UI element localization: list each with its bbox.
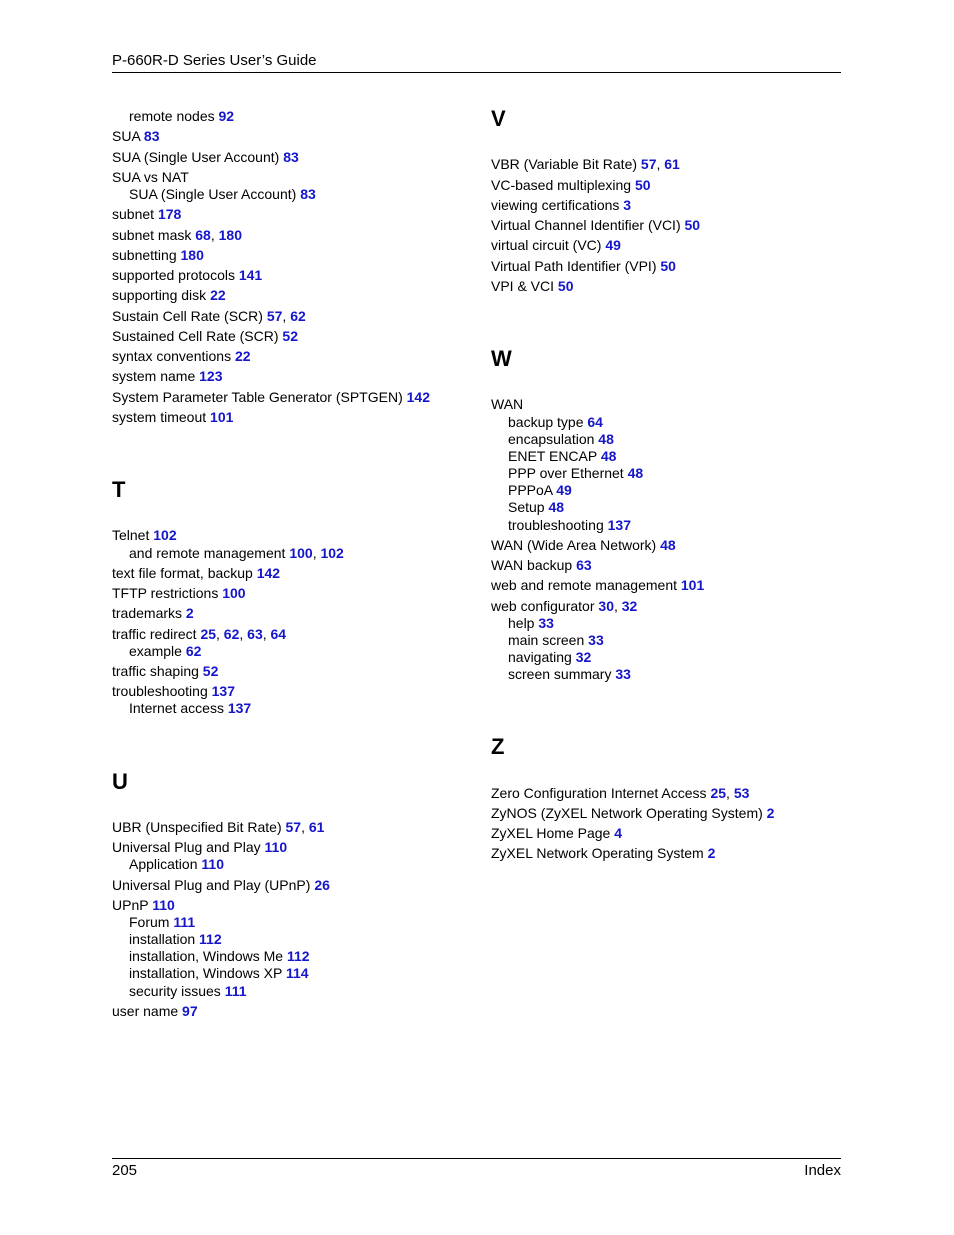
page-link[interactable]: 3 bbox=[623, 197, 632, 213]
index-entry: web configurator 30, 32 bbox=[491, 598, 638, 614]
page-link[interactable]: 52 bbox=[282, 328, 298, 344]
page-link[interactable]: 137 bbox=[227, 700, 252, 716]
page-link[interactable]: 142 bbox=[406, 389, 430, 405]
index-entry bbox=[112, 527, 177, 544]
index-term: SUA (Single User Account) bbox=[129, 186, 297, 202]
index-term: and remote management bbox=[129, 545, 286, 561]
index-term: system name bbox=[112, 368, 196, 384]
index-term: web and remote management bbox=[491, 577, 677, 593]
index-term: SUA bbox=[112, 128, 141, 144]
index-subentry bbox=[112, 856, 224, 873]
index-term: supporting disk bbox=[112, 287, 207, 303]
index-entry bbox=[491, 557, 592, 574]
index-subentry bbox=[112, 948, 310, 965]
page-link[interactable]: 111 bbox=[224, 983, 247, 999]
index-entry bbox=[112, 348, 251, 365]
page-link[interactable]: 26 bbox=[314, 877, 330, 893]
index-subentry bbox=[491, 465, 643, 482]
index-term: PPP over Ethernet bbox=[508, 465, 624, 481]
page-link[interactable]: 110 bbox=[264, 839, 288, 855]
index-subentry bbox=[112, 108, 234, 125]
page-link[interactable]: 48 bbox=[600, 448, 617, 464]
index-term: troubleshooting bbox=[112, 683, 208, 699]
index-term: WAN backup bbox=[491, 557, 573, 573]
index-subentry bbox=[112, 983, 247, 1000]
index-term: Forum bbox=[129, 914, 170, 930]
index-entry bbox=[112, 683, 235, 700]
page-link[interactable]: 102 bbox=[153, 527, 177, 543]
page-link[interactable]: 32 bbox=[621, 598, 638, 614]
page-link[interactable]: 33 bbox=[615, 666, 631, 682]
page-link[interactable]: 137 bbox=[607, 517, 631, 533]
index-entry bbox=[112, 409, 233, 426]
index-term: traffic redirect bbox=[112, 626, 197, 642]
footer-divider bbox=[112, 1158, 841, 1159]
index-entry bbox=[112, 389, 430, 406]
index-entry bbox=[112, 267, 262, 284]
index-term: system timeout bbox=[112, 409, 207, 425]
index-term: text file format, backup bbox=[112, 565, 253, 581]
page-link[interactable]: 50 bbox=[660, 258, 676, 274]
index-term: encapsulation bbox=[508, 431, 595, 447]
index-term: installation, Windows Me bbox=[129, 948, 284, 964]
index-entry: Zero Configuration Internet Access 25, 53 bbox=[491, 785, 750, 801]
page-link[interactable]: 50 bbox=[684, 217, 701, 233]
index-term: ENET ENCAP bbox=[508, 448, 597, 464]
index-entry: VBR (Variable Bit Rate) 57, 61 bbox=[491, 156, 680, 172]
index-term: VC-based multiplexing bbox=[491, 177, 632, 193]
index-term: traffic shaping bbox=[112, 663, 199, 679]
page-link[interactable]: 2 bbox=[185, 605, 194, 621]
page-link[interactable]: 64 bbox=[587, 414, 603, 430]
page-link[interactable]: 180 bbox=[180, 247, 204, 263]
index-term: Application bbox=[129, 856, 198, 872]
page-link[interactable]: 62 bbox=[223, 626, 240, 642]
page-link[interactable]: 48 bbox=[627, 465, 644, 481]
page-link[interactable]: 97 bbox=[182, 1003, 198, 1019]
index-entry: Sustain Cell Rate (SCR) 57, 62 bbox=[112, 308, 306, 324]
page-link[interactable]: 25 bbox=[200, 626, 217, 642]
index-entry bbox=[491, 177, 651, 194]
page-link[interactable]: 4 bbox=[614, 825, 623, 841]
page-link[interactable]: 25 bbox=[710, 785, 727, 801]
page-link[interactable]: 102 bbox=[320, 545, 344, 561]
page-link[interactable]: 57 bbox=[266, 308, 283, 324]
page-link[interactable]: 50 bbox=[557, 278, 574, 294]
index-subentry bbox=[112, 965, 309, 982]
page-link[interactable]: 64 bbox=[270, 626, 287, 642]
index-entry: traffic redirect 25, 62, 63, 64 bbox=[112, 626, 287, 642]
page-link[interactable]: 112 bbox=[286, 948, 310, 964]
page-link[interactable]: 180 bbox=[218, 227, 242, 243]
page-link[interactable]: 53 bbox=[733, 785, 750, 801]
index-entry bbox=[112, 328, 298, 345]
index-subentry bbox=[491, 448, 616, 465]
index-term: subnetting bbox=[112, 247, 177, 263]
page-link[interactable]: 112 bbox=[199, 931, 222, 947]
index-term: UPnP bbox=[112, 897, 149, 913]
page-link[interactable]: 62 bbox=[290, 308, 306, 324]
index-entry bbox=[112, 877, 330, 894]
index-entry bbox=[112, 565, 280, 582]
index-entry bbox=[491, 825, 622, 842]
index-term: help bbox=[508, 615, 535, 631]
page-link[interactable]: 137 bbox=[211, 683, 235, 699]
index-entry bbox=[112, 839, 287, 856]
page-link[interactable]: 68 bbox=[195, 227, 211, 243]
page-link[interactable]: 83 bbox=[283, 149, 299, 165]
index-entry bbox=[112, 247, 204, 264]
index-term: supported protocols bbox=[112, 267, 235, 283]
page-link[interactable]: 22 bbox=[210, 287, 226, 303]
index-term: TFTP restrictions bbox=[112, 585, 219, 601]
page-link[interactable]: 63 bbox=[247, 626, 263, 642]
index-term: WAN (Wide Area Network) bbox=[491, 537, 657, 553]
index-subentry bbox=[491, 666, 631, 683]
page-link[interactable]: 83 bbox=[300, 186, 316, 202]
index-term: Virtual Channel Identifier (VCI) bbox=[491, 217, 681, 233]
index-term: Universal Plug and Play (UPnP) bbox=[112, 877, 311, 893]
index-entry: UBR (Unspecified Bit Rate) 57, 61 bbox=[112, 819, 325, 835]
index-entry bbox=[112, 128, 159, 145]
page-link[interactable]: 111 bbox=[173, 914, 196, 930]
index-subentry: and remote management 100, 102 bbox=[129, 545, 344, 561]
index-entry: subnet mask 68, 180 bbox=[112, 227, 242, 243]
index-subentry bbox=[491, 414, 603, 431]
index-term: web configurator bbox=[491, 598, 595, 614]
index-term: syntax conventions bbox=[112, 348, 232, 364]
index-term: VBR (Variable Bit Rate) bbox=[491, 156, 638, 172]
index-term: viewing certifications bbox=[491, 197, 620, 213]
section-letter-v: V bbox=[491, 106, 506, 131]
page-link[interactable]: 52 bbox=[202, 663, 219, 679]
index-subentry bbox=[112, 643, 201, 660]
page-link[interactable]: 49 bbox=[605, 237, 621, 253]
index-entry bbox=[112, 663, 218, 680]
index-entry bbox=[491, 258, 676, 275]
index-term: example bbox=[129, 643, 182, 659]
index-entry bbox=[112, 169, 189, 186]
index-term: WAN bbox=[491, 396, 524, 412]
index-term: navigating bbox=[508, 649, 572, 665]
footer-section-name: Index bbox=[804, 1162, 841, 1179]
index-entry bbox=[112, 149, 299, 166]
page-link[interactable]: 49 bbox=[556, 482, 572, 498]
index-term: Sustain Cell Rate (SCR) bbox=[112, 308, 263, 324]
page-link[interactable]: 114 bbox=[285, 965, 309, 981]
page-link[interactable]: 30 bbox=[598, 598, 614, 614]
index-term: troubleshooting bbox=[508, 517, 604, 533]
index-subentry bbox=[112, 914, 195, 931]
page-link[interactable]: 92 bbox=[218, 108, 235, 124]
index-term: Telnet bbox=[112, 527, 150, 543]
page-link[interactable]: 101 bbox=[680, 577, 705, 593]
index-term: Sustained Cell Rate (SCR) bbox=[112, 328, 279, 344]
page-link[interactable]: 48 bbox=[548, 499, 565, 515]
page-link[interactable]: 57 bbox=[640, 156, 657, 172]
index-term: ZyXEL Home Page bbox=[491, 825, 611, 841]
index-subentry bbox=[491, 517, 631, 534]
index-term: UBR (Unspecified Bit Rate) bbox=[112, 819, 282, 835]
index-term: trademarks bbox=[112, 605, 183, 621]
index-subentry bbox=[112, 186, 316, 203]
header-divider bbox=[112, 72, 841, 73]
index-entry bbox=[491, 396, 523, 413]
index-entry bbox=[112, 206, 181, 223]
page-header-title: P-660R-D Series User’s Guide bbox=[112, 52, 317, 69]
index-term: Virtual Path Identifier (VPI) bbox=[491, 258, 657, 274]
page-link[interactable]: 110 bbox=[152, 897, 175, 913]
index-term: installation, Windows XP bbox=[129, 965, 283, 981]
page-link[interactable]: 83 bbox=[143, 128, 160, 144]
page-link[interactable]: 32 bbox=[575, 649, 592, 665]
page-link[interactable]: 2 bbox=[707, 845, 716, 861]
index-term: System Parameter Table Generator (SPTGEN) bbox=[112, 389, 403, 405]
page-link[interactable]: 100 bbox=[289, 545, 313, 561]
section-letter-t: T bbox=[112, 477, 126, 502]
page-link[interactable]: 142 bbox=[256, 565, 281, 581]
index-entry bbox=[112, 897, 175, 914]
index-term: subnet bbox=[112, 206, 155, 222]
footer-page-number: 205 bbox=[112, 1162, 138, 1179]
page-link[interactable]: 33 bbox=[588, 632, 604, 648]
index-term: virtual circuit (VC) bbox=[491, 237, 602, 253]
index-term: user name bbox=[112, 1003, 179, 1019]
page-link[interactable]: 63 bbox=[576, 557, 592, 573]
index-subentry bbox=[491, 482, 572, 499]
index-subentry bbox=[491, 632, 604, 649]
index-subentry bbox=[491, 649, 591, 666]
section-letter-u: U bbox=[112, 769, 128, 794]
index-entry bbox=[491, 577, 704, 594]
section-letter-w: W bbox=[491, 346, 512, 371]
page-link[interactable]: 100 bbox=[222, 585, 246, 601]
index-term: VPI & VCI bbox=[491, 278, 555, 294]
page-link[interactable]: 2 bbox=[766, 805, 775, 821]
index-entry bbox=[491, 805, 774, 822]
index-entry bbox=[491, 537, 676, 554]
index-subentry bbox=[491, 499, 564, 516]
index-entry bbox=[491, 237, 621, 254]
page-link[interactable]: 57 bbox=[285, 819, 302, 835]
index-term: backup type bbox=[508, 414, 584, 430]
index-term: PPPoA bbox=[508, 482, 553, 498]
index-term: Universal Plug and Play bbox=[112, 839, 261, 855]
section-letter-z: Z bbox=[491, 734, 505, 759]
page-link[interactable]: 33 bbox=[538, 615, 554, 631]
page-link[interactable]: 61 bbox=[308, 819, 325, 835]
index-entry bbox=[112, 585, 246, 602]
page-link[interactable]: 123 bbox=[199, 368, 223, 384]
index-subentry bbox=[112, 931, 222, 948]
page-link[interactable]: 48 bbox=[660, 537, 676, 553]
index-entry bbox=[491, 278, 574, 295]
index-term: installation bbox=[129, 931, 196, 947]
index-term: remote nodes bbox=[129, 108, 215, 124]
index-term: Zero Configuration Internet Access bbox=[491, 785, 707, 801]
index-term: SUA (Single User Account) bbox=[112, 149, 280, 165]
index-term: screen summary bbox=[508, 666, 612, 682]
index-entry bbox=[491, 197, 631, 214]
index-entry bbox=[491, 217, 700, 234]
page-link[interactable]: 178 bbox=[157, 206, 182, 222]
index-term: Internet access bbox=[129, 700, 224, 716]
index-term: ZyNOS (ZyXEL Network Operating System) bbox=[491, 805, 763, 821]
index-term: subnet mask bbox=[112, 227, 192, 243]
page-link[interactable]: 48 bbox=[598, 431, 614, 447]
index-entry bbox=[491, 845, 715, 862]
index-entry bbox=[112, 368, 223, 385]
index-subentry bbox=[491, 431, 614, 448]
page-link[interactable]: 110 bbox=[201, 856, 224, 872]
page-link[interactable]: 61 bbox=[664, 156, 680, 172]
index-entry bbox=[112, 287, 226, 304]
page-link[interactable]: 50 bbox=[634, 177, 651, 193]
index-term: main screen bbox=[508, 632, 585, 648]
page-link[interactable]: 101 bbox=[210, 409, 234, 425]
index-entry bbox=[112, 1003, 198, 1020]
index-subentry bbox=[112, 700, 251, 717]
index-subentry bbox=[491, 615, 554, 632]
index-term: Setup bbox=[508, 499, 545, 515]
page-link[interactable]: 141 bbox=[238, 267, 263, 283]
page-link[interactable]: 62 bbox=[185, 643, 202, 659]
index-term: SUA vs NAT bbox=[112, 169, 189, 185]
index-term: security issues bbox=[129, 983, 221, 999]
index-entry bbox=[112, 605, 194, 622]
index-term: ZyXEL Network Operating System bbox=[491, 845, 704, 861]
page-link[interactable]: 22 bbox=[234, 348, 251, 364]
